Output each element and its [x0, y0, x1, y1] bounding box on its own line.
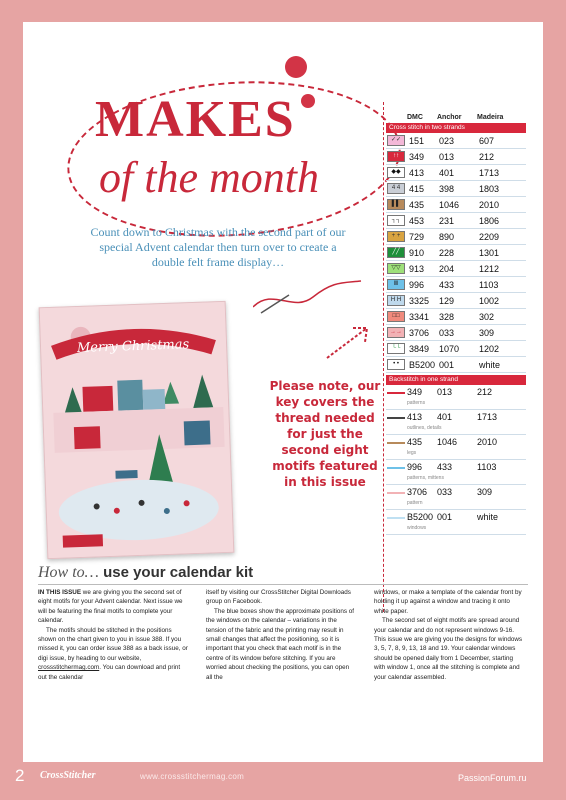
dmc-code: 349 — [407, 387, 423, 397]
key-back-row — [386, 410, 526, 435]
back-values — [407, 487, 513, 497]
anchor-code: 013 — [439, 151, 455, 162]
key-dashed-border — [383, 102, 384, 612]
dmc-code: 729 — [409, 231, 425, 242]
madeira-code: 1803 — [479, 183, 500, 194]
article-p2-pre: The motifs should be stitched in the positions shown on the chart given to you in issue 388. If you missed it, you can order issue 388 as a back issue, or digi issue, by heading to our website, — [38, 626, 188, 662]
key-header-row — [386, 107, 526, 121]
anchor-code: 890 — [439, 231, 455, 242]
anchor-code: 1046 — [439, 199, 460, 210]
standfirst: Count down to Christmas with the second part of our special Advent calendar then turn over to create a double felt frame display… — [90, 225, 346, 269]
arrow-icon — [323, 322, 373, 362]
madeira-code: 2010 — [477, 437, 498, 447]
stitch-symbol-icon: ‖‖ — [387, 279, 405, 290]
stitch-symbol-icon: □□ — [387, 311, 405, 322]
key-back-row — [386, 435, 526, 460]
website-link[interactable]: crossstitchermag.com — [38, 664, 100, 672]
back-values — [407, 512, 513, 522]
key-cross-row — [386, 325, 526, 341]
key-back-row — [386, 510, 526, 535]
key-header-madeira: Madeira — [477, 114, 504, 121]
madeira-code: white — [479, 359, 501, 370]
article-p4: The blue boxes show the approximate positions of the windows on the calendar – variations in the tension of the fabric and the printing may result in small changes that affect the positioning, so it is important that you check that each motif is in the centre of its window before stitching. If you are worried about checking the positions, you can open all the — [206, 607, 355, 681]
backstitch-use: patterns — [407, 400, 426, 406]
anchor-code: 1070 — [439, 343, 460, 354]
key-cross-row — [386, 357, 526, 373]
dmc-code: 3341 — [409, 311, 430, 322]
dmc-code: 435 — [407, 437, 423, 447]
key-cross-rows — [386, 133, 526, 373]
stitch-symbol-icon: H H — [387, 295, 405, 306]
key-back-row — [386, 485, 526, 510]
backstitch-use: legs — [407, 450, 417, 456]
article-column-3 — [374, 588, 524, 682]
dmc-code: 413 — [407, 412, 423, 422]
needle-icon — [253, 277, 363, 317]
anchor-code: 228 — [439, 247, 455, 258]
key-cross-row — [386, 229, 526, 245]
article-lead: IN THIS ISSUE — [38, 589, 82, 596]
anchor-code: 433 — [437, 462, 453, 472]
dmc-code: 3706 — [409, 327, 430, 338]
key-cross-row — [386, 197, 526, 213]
dmc-code: 435 — [409, 199, 425, 210]
stitch-symbol-icon: ╱╱ — [387, 247, 405, 258]
dmc-code: 349 — [409, 151, 425, 162]
key-cross-row — [386, 309, 526, 325]
madeira-code: 2209 — [479, 231, 500, 242]
key-back-label: Backstitch in one strand — [386, 375, 526, 385]
article-column-2 — [206, 588, 356, 682]
key-cross-row — [386, 293, 526, 309]
key-cross-row — [386, 149, 526, 165]
key-cross-row — [386, 133, 526, 149]
anchor-code: 231 — [439, 215, 455, 226]
dmc-code: 415 — [409, 183, 425, 194]
stitch-symbol-icon: + + — [387, 231, 405, 242]
stitch-symbol-icon: ▌▌ — [387, 199, 405, 210]
stitch-symbol-icon: ▽▽ — [387, 263, 405, 274]
stitch-symbol-icon: ◆◆ — [387, 167, 405, 178]
dmc-code: 996 — [407, 462, 423, 472]
anchor-code: 204 — [439, 263, 455, 274]
red-button-icon — [285, 56, 307, 78]
article-p2-post: . You can download and print out the calendar — [38, 664, 181, 681]
stitch-symbol-icon: └└ — [387, 343, 405, 354]
key-back-rows — [386, 385, 526, 535]
backstitch-use: windows — [407, 525, 427, 531]
dmc-code: 453 — [409, 215, 425, 226]
back-values — [407, 437, 513, 447]
article-p3: itself by visiting our CrossStitcher Digital Downloads group on Facebook. — [206, 589, 351, 606]
dmc-code: 3849 — [409, 343, 430, 354]
footer-website: www.crossstitchermag.com — [140, 772, 245, 781]
key-header-anchor: Anchor — [437, 114, 462, 121]
back-values — [407, 412, 513, 422]
madeira-code: 1806 — [479, 215, 500, 226]
madeira-code: 607 — [479, 135, 495, 146]
backstitch-use: pattern — [407, 500, 423, 506]
key-cross-row — [386, 213, 526, 229]
backstitch-line-icon — [387, 492, 405, 494]
madeira-code: 1212 — [479, 263, 500, 274]
page-sheet — [23, 22, 543, 762]
key-cross-row — [386, 165, 526, 181]
dmc-code: B5200 — [409, 359, 436, 370]
anchor-code: 401 — [439, 167, 455, 178]
dmc-code: 151 — [409, 135, 425, 146]
madeira-code: 212 — [477, 387, 493, 397]
dmc-code: 996 — [409, 279, 425, 290]
key-cross-row — [386, 277, 526, 293]
key-back-row — [386, 385, 526, 410]
stitch-symbol-icon: ↑↑ — [387, 151, 405, 162]
backstitch-line-icon — [387, 467, 405, 469]
madeira-code: 309 — [477, 487, 493, 497]
back-values — [407, 462, 513, 472]
backstitch-use: outlines, details — [407, 425, 442, 431]
red-button-small-icon — [301, 94, 315, 108]
dmc-code: 910 — [409, 247, 425, 258]
dmc-code: 3325 — [409, 295, 430, 306]
madeira-code: 1202 — [479, 343, 500, 354]
calendar-banner: Merry Christmas — [76, 337, 190, 357]
backstitch-line-icon — [387, 442, 405, 444]
anchor-code: 013 — [437, 387, 453, 397]
back-values — [407, 387, 513, 397]
backstitch-line-icon — [387, 417, 405, 419]
anchor-code: 033 — [439, 327, 455, 338]
key-cross-label: Cross stitch in two strands — [386, 123, 526, 133]
madeira-code: 1301 — [479, 247, 500, 258]
madeira-code: 1103 — [479, 279, 499, 290]
madeira-code: 212 — [479, 151, 495, 162]
howto-prefix: How to… — [38, 564, 99, 581]
madeira-code: 1713 — [477, 412, 498, 422]
howto-heading — [38, 564, 253, 582]
key-back-row — [386, 460, 526, 485]
key-cross-row — [386, 341, 526, 357]
thread-note: Please note, our key covers the thread needed for just the second eight motifs featured in this issue — [269, 379, 381, 489]
anchor-code: 433 — [439, 279, 455, 290]
howto-title: use your calendar kit — [103, 564, 254, 581]
page-number: 2 — [15, 766, 25, 785]
watermark: PassionForum.ru — [458, 773, 527, 783]
backstitch-use: patterns, mittens — [407, 475, 444, 481]
anchor-code: 001 — [439, 359, 455, 370]
madeira-code: 1713 — [479, 167, 500, 178]
stitch-symbol-icon: ┐┐ — [387, 215, 405, 226]
thread-key — [386, 107, 526, 535]
dmc-code: B5200 — [407, 512, 434, 522]
key-cross-row — [386, 245, 526, 261]
page-subtitle: of the month — [99, 153, 319, 202]
article-column-1 — [38, 588, 188, 682]
anchor-code: 328 — [439, 311, 455, 322]
anchor-code: 1046 — [437, 437, 458, 447]
madeira-code: 309 — [479, 327, 495, 338]
article-p1: we are giving you the second set of eight motifs for your Advent calendar. Next issue we will be featuring the final motifs to complete your calendar. — [38, 589, 183, 625]
dmc-code: 3706 — [407, 487, 428, 497]
madeira-code: 1103 — [477, 462, 497, 472]
backstitch-line-icon — [387, 392, 405, 394]
section-rule — [38, 584, 528, 585]
stitch-symbol-icon: • • — [387, 359, 405, 370]
stitch-symbol-icon: 4 4 — [387, 183, 405, 194]
dmc-code: 413 — [409, 167, 425, 178]
page-title: MAKES — [95, 91, 296, 148]
anchor-code: 033 — [437, 487, 453, 497]
dmc-code: 913 — [409, 263, 425, 274]
backstitch-line-icon — [387, 517, 405, 519]
advent-calendar-image — [39, 301, 235, 559]
magazine-logo: CrossStitcher — [40, 770, 96, 781]
article-p6: The second set of eight motifs are spread around your calendar and do not represent windows 9-16. This issue we are giving you the designs for windows 3, 5, 7, 8, 9, 13, 18 and 19. Your calendar windows should be opened daily from 1 December, starting with window 1, once all the stitching is complete and your calendar assembled. — [374, 617, 523, 681]
stitch-symbol-icon: →→ — [387, 327, 405, 338]
article-p5: windows, or make a template of the calendar front by holding it up against a window and tracing it onto white paper. — [374, 589, 522, 615]
anchor-code: 001 — [437, 512, 453, 522]
madeira-code: 2010 — [479, 199, 500, 210]
key-header-dmc: DMC — [407, 114, 423, 121]
anchor-code: 023 — [439, 135, 455, 146]
stitch-symbol-icon: ✓✓ — [387, 135, 405, 146]
anchor-code: 401 — [437, 412, 453, 422]
madeira-code: 302 — [479, 311, 495, 322]
key-cross-row — [386, 261, 526, 277]
madeira-code: white — [477, 512, 499, 522]
anchor-code: 129 — [439, 295, 455, 306]
key-cross-row — [386, 181, 526, 197]
madeira-code: 1002 — [479, 295, 500, 306]
anchor-code: 398 — [439, 183, 455, 194]
